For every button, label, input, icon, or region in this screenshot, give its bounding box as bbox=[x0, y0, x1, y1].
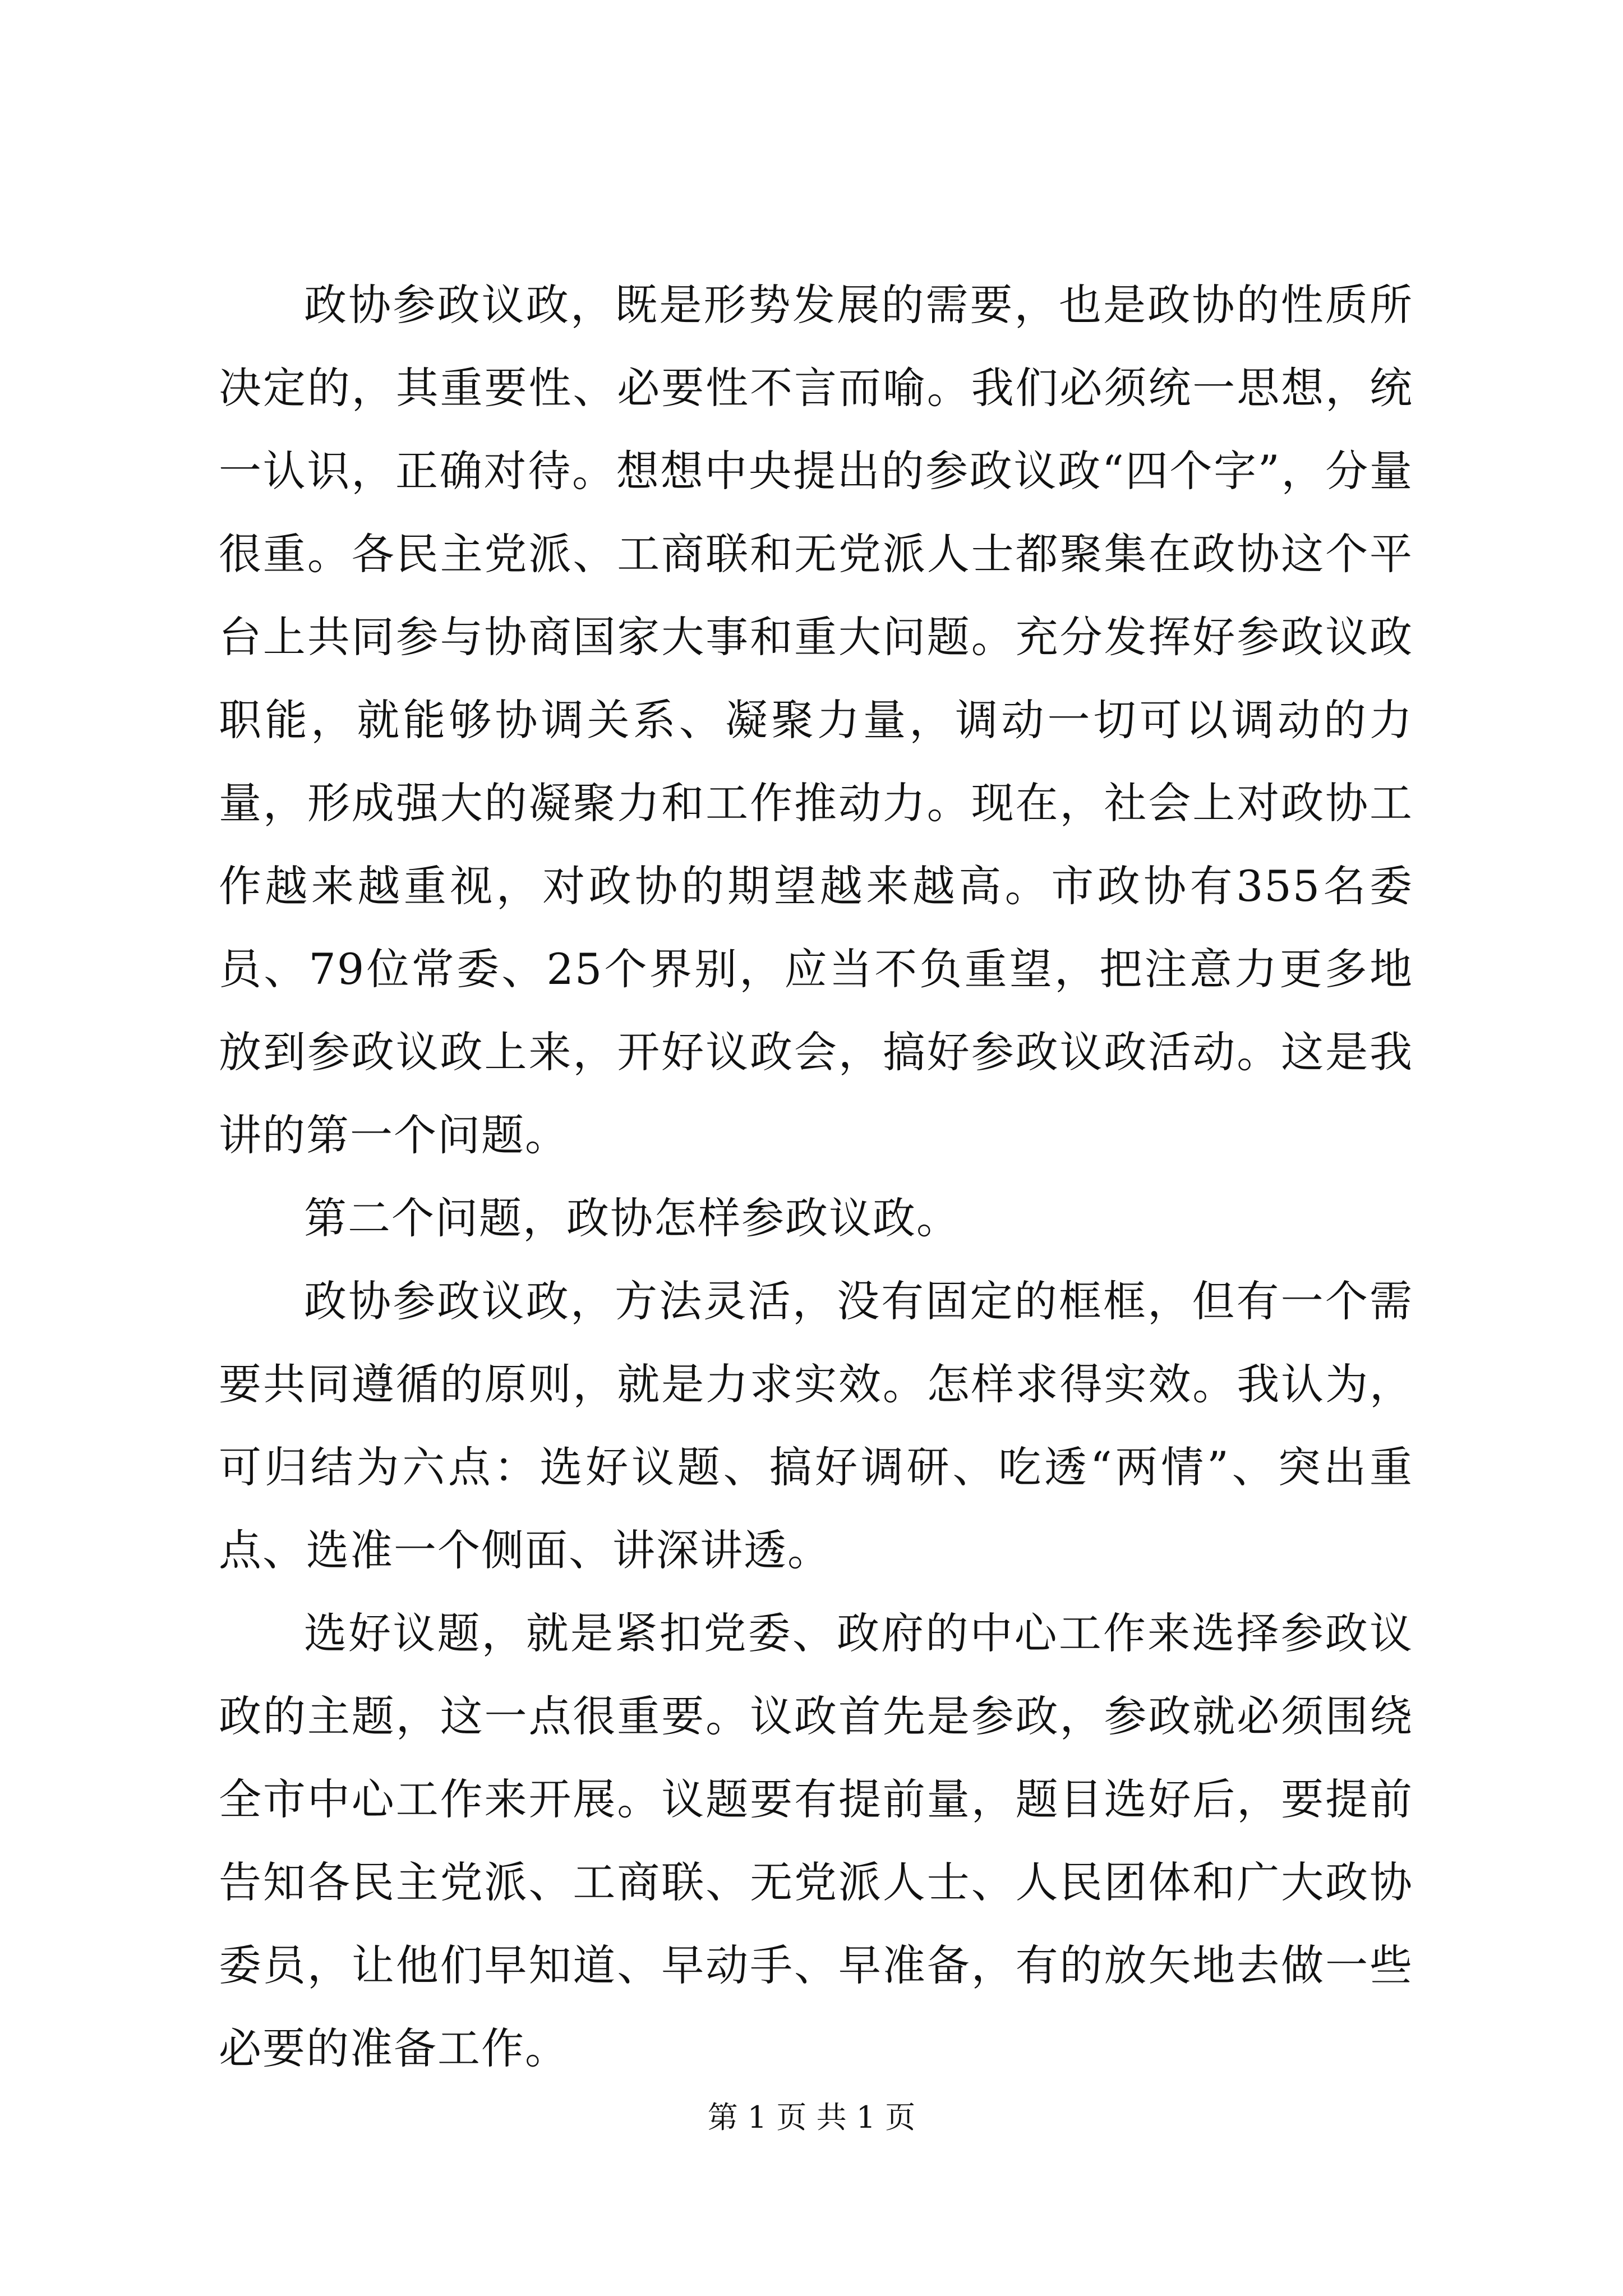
document-body bbox=[219, 264, 1413, 2090]
paragraph: 选好议题，就是紧扣党委、政府的中心工作来选择参政议政的主题，这一点很重要。议政首先是参政，参政就必须围绕全市中心工作来开展。议题要有提前量，题目选好后，要提前告知各民主党派、工商联、无党派人士、人民团体和广大政协委员，让他们早知道、早动手、早准备，有的放矢地去做一些必要的准备工作。 bbox=[219, 1608, 1413, 2073]
paragraph: 第二个问题，政协怎样参政议政。 bbox=[304, 1193, 960, 1243]
paragraph: 政协参政议政，方法灵活，没有固定的框框，但有一个需要共同遵循的原则，就是力求实效。怎样求得实效。我认为，可归结为六点：选好议题、搞好调研、吃透“两情”、突出重点、选准一个侧面、讲深讲透。 bbox=[219, 1276, 1413, 1575]
paragraph: 政协参政议政，既是形势发展的需要，也是政协的性质所决定的，其重要性、必要性不言而喻。我们必须统一思想，统一认识，正确对待。想想中央提出的参政议政“四个字”，分量很重。各民主党派、工商联和无党派人士都聚集在政协这个平台上共同参与协商国家大事和重大问题。充分发挥好参政议政职能，就能够协调关系、凝聚力量，调动一切可以调动的力量，形成强大的凝聚力和工作推动力。现在，社会上对政协工作越来越重视，对政协的期望越来越高。市政协有355名委员、79位常委、25个界别，应当不负重望，把注意力更多地放到参政议政上来，开好议政会，搞好参政议政活动。这是我讲的第一个问题。 bbox=[219, 280, 1413, 1160]
page-footer: 第 1 页 共 1 页 bbox=[707, 2100, 916, 2135]
